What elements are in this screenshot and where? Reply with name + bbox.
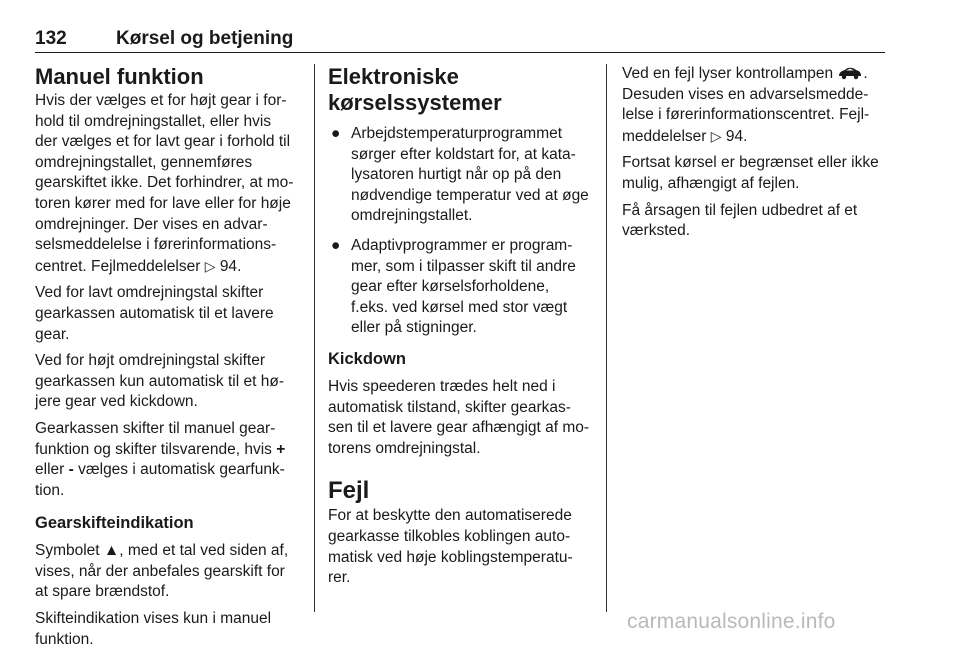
bullet-icon: ●: [331, 125, 341, 142]
column-left: [35, 64, 297, 656]
paragraph: Fortsat kørsel er begrænset eller ikke mulig, afhængigt af fejlen.: [622, 154, 879, 192]
chapter-title: Kørsel og betjening: [116, 28, 294, 49]
paragraph: Skifteindikation vises kun i manuel funktion.: [35, 610, 272, 648]
page-ref: 94: [219, 257, 238, 275]
paragraph: Ved for lavt omdrejningstal skifter gearkassen automatisk til et lavere gear.: [35, 284, 274, 343]
paragraph: Hvis der vælges et for højt gear i for-hold til omdrejningstallet, eller hvis der vælges et for lavt gear i forhold til omdrejningstallet, gennemføres gearskiftet ikke. Det forhindrer, at mo-toren kører med for lave eller for høje omdrejninger. Der vises en advar-selsmeddelelse i førerinformations-centret. Fejlmeddelelser ▷ 94.: [35, 92, 294, 275]
paragraph: Ved en fejl lyser kontrollampen . Desuden vises en advarselsmedde-lelse i førerinformationscentret. Fejl-meddelelser ▷ 94.: [622, 65, 870, 145]
paragraph: Gearkassen skifter til manuel gear-funktion og skifter tilsvarende, hvis + eller - vælges i automatisk gearfunk-tion.: [35, 419, 286, 499]
upshift-triangle-icon: ▲: [103, 542, 120, 560]
section-heading-electronic-systems: Elektroniske kørselssystemer: [328, 64, 502, 115]
column-right: [622, 64, 888, 248]
page-ref-arrow-icon: ▷: [710, 127, 722, 144]
paragraph: For at beskytte den automatiserede gearkasse tilkobles koblingen auto-matisk ved høje koblingstemperatu-rer.: [328, 507, 573, 587]
section-heading-fault: Fejl: [328, 477, 370, 505]
plus-symbol: +: [276, 440, 286, 458]
paragraph: Få årsagen til fejlen udbedret af et værksted.: [622, 201, 858, 240]
transmission-fault-icon: [837, 66, 863, 80]
section-heading-manual-mode: Manuel funktion: [35, 64, 204, 89]
page-ref: 94: [725, 127, 744, 145]
subheading-shift-indication: Gearskifteindikation: [35, 514, 194, 533]
column-divider: [606, 64, 607, 612]
minus-symbol: -: [68, 461, 74, 479]
paragraph: Hvis speederen trædes helt ned i automatisk tilstand, skifter gearkas-sen til et lavere gear afhængigt af mo-torens omdrejningstal.: [328, 377, 590, 457]
bullet-icon: ●: [331, 236, 341, 254]
page-ref-arrow-icon: ▷: [204, 257, 216, 274]
paragraph: Symbolet ▲, med et tal ved siden af, vises, når der anbefales gearskift for at spare brændstof.: [35, 542, 289, 601]
paragraph: Ved for højt omdrejningstal skifter gearkassen kun automatisk til et hø-jere gear ved kickdown.: [35, 352, 284, 411]
list-item: ● Adaptivprogrammer er program-mer, som i tilpasser skift til andre gear efter kørselsforholdene, f.eks. ved kørsel med stor vægt eller på stigninger.: [331, 236, 576, 337]
page-header: [35, 28, 885, 53]
column-middle: [328, 64, 590, 595]
subheading-kickdown: Kickdown: [328, 349, 406, 368]
column-divider: [314, 64, 315, 612]
watermark: carmanualsonline.info: [627, 610, 836, 633]
bullet-list: [328, 124, 590, 339]
page-number: 132: [35, 28, 67, 49]
list-item: ● Arbejdstemperaturprogrammet sørger efter koldstart for, at kata-lysatoren hurtigt når op på den nødvendige temperatur ved at øge omdrejningstallet.: [331, 125, 589, 225]
